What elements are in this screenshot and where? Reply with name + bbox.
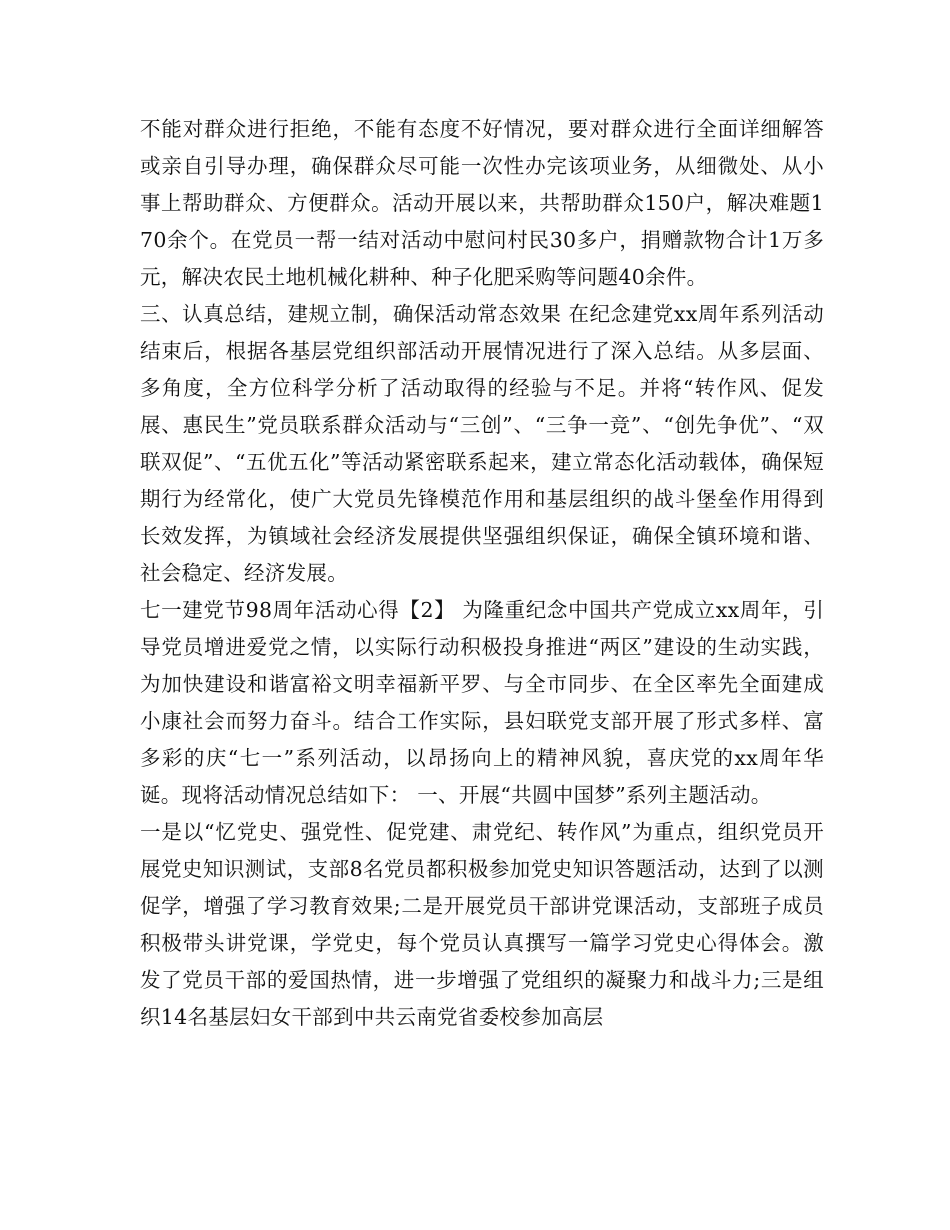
document-body xyxy=(140,111,824,1036)
paragraph-article-two-intro: 七一建党节98周年活动心得【2】 为隆重纪念中国共产党成立xx周年，引导党员增进爱党之情，以实际行动积极投身推进“两区”建设的生动实践，为加快建设和谐富裕文明幸福新平罗、与全市同步、在全区率先全面建成小康社会而努力奋斗。结合工作实际，县妇联党支部开展了形式多样、富多彩的庆“七一”系列活动，以昂扬向上的精神风貌，喜庆党的xx周年华诞。现将活动情况总结如下： 一、开展“共圆中国梦”系列主题活动。 xyxy=(140,598,824,807)
paragraph-service-results: 不能对群众进行拒绝，不能有态度不好情况，要对群众进行全面详细解答或亲自引导办理，确保群众尽可能一次性办完该项业务，从细微处、从小事上帮助群众、方便群众。活动开展以来，共帮助群众150户，解决难题170余个。在党员一帮一结对活动中慰问村民30多户，捐赠款物合计1万多元，解决农民土地机械化耕种、种子化肥采购等问题40余件。 xyxy=(140,117,824,289)
paragraph-party-history-activities: 一是以“忆党史、强党性、促党建、肃党纪、转作风”为重点，组织党员开展党史知识测试，支部8名党员都积极参加党史知识答题活动，达到了以测促学，增强了学习教育效果;二是开展党员干部讲党课活动，支部班子成员积极带头讲党课，学党史，每个党员认真撰写一篇学习党史心得体会。激发了党员干部的爱国热情，进一步增强了党组织的凝聚力和战斗力;三是组织14名基层妇女干部到中共云南党省委校参加高层 xyxy=(140,820,824,1029)
paragraph-summary-section-three: 三、认真总结，建规立制，确保活动常态效果 在纪念建党xx周年系列活动结束后，根据各基层党组织部活动开展情况进行了深入总结。从多层面、多角度，全方位科学分析了活动取得的经验与不足。并将“转作风、促发展、惠民生”党员联系群众活动与“三创”、“三争一竞”、“创先争优”、“双联双促”、“五优五化”等活动紧密联系起来，建立常态化活动载体，确保短期行为经常化，使广大党员先锋模范作用和基层组织的战斗堡垒作用得到长效发挥，为镇域社会经济发展提供坚强组织保证，确保全镇环境和谐、社会稳定、经济发展。 xyxy=(140,302,824,585)
